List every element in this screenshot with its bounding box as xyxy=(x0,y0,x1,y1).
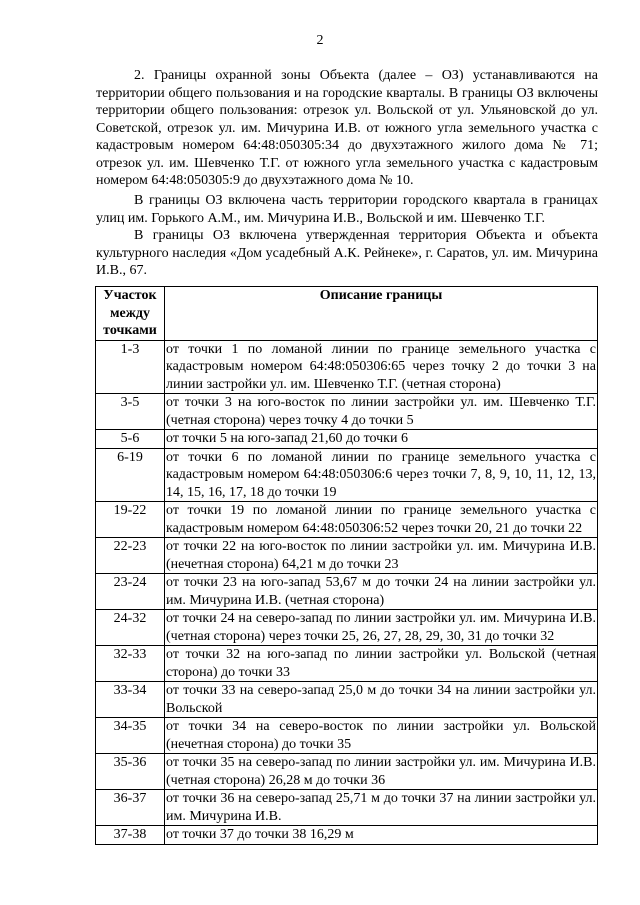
table-row xyxy=(96,754,598,790)
boundary-table xyxy=(95,286,598,845)
description-cell: от точки 19 по ломаной линии по границе земельного участка с кадастровым номером 64:48:050306:52 через точки 20, 21 до точки 22 xyxy=(166,503,596,536)
paragraph-text: 2. Границы охранной зоны Объекта (далее – ОЗ) устанавливаются на территории общего пользования и на городские кварталы. В границы ОЗ включены территории общего пользования: отрезок ул. Вольской от ул. Ульяновской до ул. Советской, отрезок ул. им. Мичурина И.В. от южного угла земельного участка с кадастровым номером 64:48:050305:34 до двухэтажного жилого дома № 71; отрезок ул. им. Шевченко Т.Г. от южного угла земельного участка с кадастровым номером 64:48:050305:9 до двухэтажного дома № 10. xyxy=(96,68,598,188)
description-cell: от точки 24 на северо-запад по линии застройки ул. им. Мичурина И.В. (четная сторона) через точки 25, 26, 27, 28, 29, 30, 31 до точки 32 xyxy=(166,611,596,644)
table-row xyxy=(96,340,598,394)
segment-cell: 19-22 xyxy=(96,502,165,538)
description-cell: от точки 6 по ломаной линии по границе земельного участка с кадастровым номером 64:48:050306:6 через точки 7, 8, 9, 10, 11, 12, 13, 14, 15, 16, 17, 18 до точки 19 xyxy=(166,449,596,500)
segment-cell: 35-36 xyxy=(96,754,165,790)
table-row xyxy=(96,682,598,718)
segment-cell: 6-19 xyxy=(96,448,165,502)
table-row xyxy=(96,502,598,538)
description-cell: от точки 3 на юго-восток по линии застройки ул. им. Шевченко Т.Г. (четная сторона) через точку 4 до точки 5 xyxy=(166,395,596,428)
description-cell: от точки 34 на северо-восток по линии застройки ул. Вольской (нечетная сторона) до точки 35 xyxy=(166,719,596,752)
table-row xyxy=(96,538,598,574)
description-cell: от точки 1 по ломаной линии по границе земельного участка с кадастровым номером 64:48:050306:65 через точку 2 до точки 3 на линии застройки ул. им. Шевченко Т.Г. (четная сторона) xyxy=(166,341,596,392)
segment-cell: 36-37 xyxy=(96,790,165,826)
paragraph-object-territory xyxy=(96,227,598,280)
paragraph-oz-boundaries xyxy=(96,67,598,190)
segment-cell: 37-38 xyxy=(96,826,165,845)
description-cell: от точки 5 на юго-запад 21,60 до точки 6 xyxy=(165,430,598,449)
table-row xyxy=(96,646,598,682)
description-cell: от точки 33 на северо-запад 25,0 м до точки 34 на линии застройки ул. Вольской xyxy=(166,683,596,716)
paragraph-quarter xyxy=(96,192,598,227)
segment-cell: 32-33 xyxy=(96,646,165,682)
table-row xyxy=(96,826,598,845)
table-row xyxy=(96,610,598,646)
segment-cell: 3-5 xyxy=(96,394,165,430)
segment-cell: 1-3 xyxy=(96,340,165,394)
table-row xyxy=(96,718,598,754)
description-cell: от точки 23 на юго-запад 53,67 м до точки 24 на линии застройки ул. им. Мичурина И.В. (четная сторона) xyxy=(166,575,596,608)
table-header-row xyxy=(96,287,598,341)
description-cell: от точки 36 на северо-запад 25,71 м до точки 37 на линии застройки ул. им. Мичурина И.В. xyxy=(166,791,596,824)
segment-cell: 24-32 xyxy=(96,610,165,646)
description-cell: от точки 35 на северо-запад по линии застройки ул. им. Мичурина И.В. (четная сторона) 26,28 м до точки 36 xyxy=(166,755,596,788)
segment-cell: 22-23 xyxy=(96,538,165,574)
paragraph-text: В границы ОЗ включена утвержденная территория Объекта и объекта культурного наследия «Дом усадебный А.К. Рейнеке», г. Саратов, ул. им. Мичурина И.В., 67. xyxy=(96,228,598,278)
page-number: 2 xyxy=(316,33,324,48)
table-row xyxy=(96,574,598,610)
header-description: Описание границы xyxy=(165,287,598,341)
table-row xyxy=(96,394,598,430)
table-row xyxy=(96,790,598,826)
paragraph-text: В границы ОЗ включена часть территории городского квартала в границах улиц им. Горького А.М., им. Мичурина И.В., Вольской и им. Шевченко Т.Г. xyxy=(96,193,598,226)
header-segment: Участок между точками xyxy=(96,287,165,341)
segment-cell: 23-24 xyxy=(96,574,165,610)
segment-cell: 5-6 xyxy=(96,430,165,449)
description-cell: от точки 37 до точки 38 16,29 м xyxy=(165,826,598,845)
table-row xyxy=(96,448,598,502)
description-cell: от точки 32 на юго-запад по линии застройки ул. Вольской (четная сторона) до точки 33 xyxy=(166,647,596,680)
segment-cell: 33-34 xyxy=(96,682,165,718)
description-cell: от точки 22 на юго-восток по линии застройки ул. им. Мичурина И.В. (нечетная сторона) 64,21 м до точки 23 xyxy=(166,539,596,572)
table-row xyxy=(96,430,598,449)
segment-cell: 34-35 xyxy=(96,718,165,754)
